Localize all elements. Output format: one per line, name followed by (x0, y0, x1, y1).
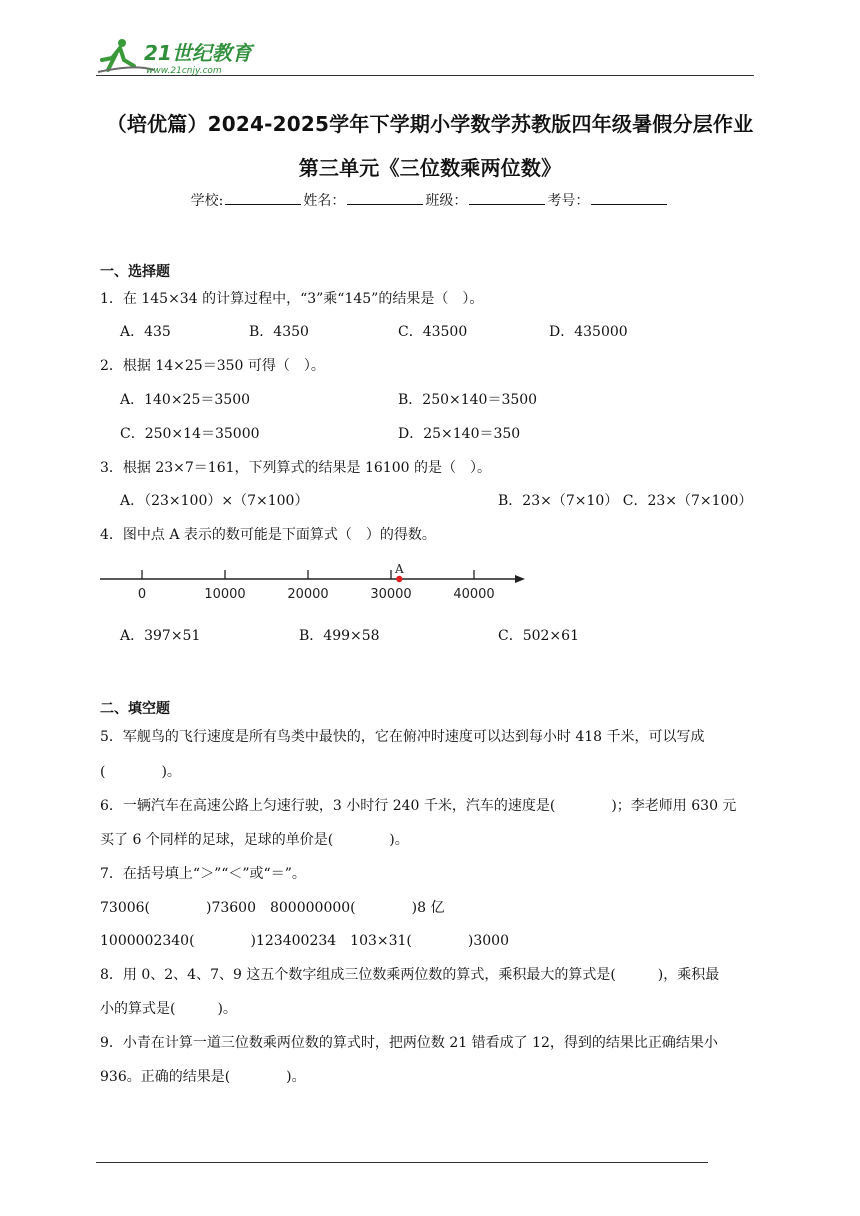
question-2-option-a[interactable]: A．140×25＝3500 (120, 392, 251, 408)
number-line-tick-label: 10000 (204, 587, 246, 602)
number-label: 考号： (547, 193, 590, 209)
question-4-stem: 4．图中点 A 表示的数可能是下面算式（ ）的得数。 (100, 527, 436, 543)
question-2-option-c[interactable]: C．250×14＝35000 (120, 426, 260, 442)
question-1-option-c[interactable]: C．43500 (398, 324, 468, 340)
section-heading-choice: 一、选择题 (100, 264, 170, 280)
number-line-point-label: A (394, 562, 404, 576)
number-line-svg (94, 560, 534, 606)
number-line-tick-label: 0 (137, 587, 147, 602)
question-4-option-a[interactable]: A．397×51 (120, 628, 201, 644)
question-8-line2[interactable]: 小的算式是( )。 (100, 1001, 237, 1017)
class-label: 班级： (425, 193, 468, 209)
logo-url: www.21cnjy.com (146, 66, 222, 76)
question-7-row1[interactable]: 73006( )73600 800000000( )8 亿 (100, 900, 445, 916)
section-heading-fill: 二、填空题 (100, 701, 170, 717)
question-9-line1: 9．小青在计算一道三位数乘两位数的算式时，把两位数 21 错看成了 12，得到的结果比正确结果小 (100, 1035, 718, 1051)
page-title-line1: （培优篇）2024-2025学年下学期小学数学苏教版四年级暑假分层作业 (106, 112, 754, 136)
question-3-option-a[interactable]: A．（23×100）×（7×100） (120, 493, 309, 509)
question-1-stem: 1．在 145×34 的计算过程中，“3”乘“145”的结果是（ ）。 (100, 291, 484, 307)
number-line-figure (94, 560, 534, 606)
question-2-option-d[interactable]: D．25×140＝350 (398, 426, 521, 442)
question-1-option-d[interactable]: D．435000 (549, 324, 628, 340)
school-blank[interactable] (225, 190, 301, 205)
question-6-line2[interactable]: 买了 6 个同样的足球，足球的单价是( )。 (100, 832, 409, 848)
question-2-stem: 2．根据 14×25＝350 可得（ ）。 (100, 358, 325, 374)
question-7-row2[interactable]: 1000002340( )123400234 103×31( )3000 (100, 933, 509, 949)
question-7-stem: 7．在括号填上“＞”“＜”或“＝”。 (100, 866, 306, 882)
logo-text: 21世纪教育 (144, 41, 252, 65)
header-divider (96, 75, 754, 76)
site-logo (94, 36, 264, 78)
question-1-option-b[interactable]: B．4350 (249, 324, 309, 340)
question-1-option-a[interactable]: A．435 (120, 324, 171, 340)
number-line-tick-label: 40000 (453, 587, 495, 602)
number-line-tick-label: 30000 (370, 587, 412, 602)
footer-divider (96, 1162, 708, 1163)
school-label: 学校: (190, 193, 224, 209)
question-5-line2[interactable]: ( )。 (100, 764, 181, 780)
question-9-line2[interactable]: 936。正确的结果是( )。 (100, 1069, 306, 1085)
question-4-option-b[interactable]: B．499×58 (299, 628, 380, 644)
number-line-point-a (396, 576, 402, 582)
question-5-line1: 5．军舰鸟的飞行速度是所有鸟类中最快的，它在俯冲时速度可以达到每小时 418 千米，可以写成 (100, 729, 705, 745)
question-8-line1[interactable]: 8．用 0、2、4、7、9 这五个数字组成三位数乘两位数的算式，乘积最大的算式是( )，乘积最 (100, 967, 720, 983)
name-blank[interactable] (347, 190, 423, 205)
class-blank[interactable] (469, 190, 545, 205)
number-line-tick-label: 20000 (287, 587, 329, 602)
question-4-option-c[interactable]: C．502×61 (498, 628, 579, 644)
question-6-line1[interactable]: 6．一辆汽车在高速公路上匀速行驶，3 小时行 240 千米，汽车的速度是( )；李老师用 630 元 (100, 798, 737, 814)
question-3-stem: 3．根据 23×7＝161，下列算式的结果是 16100 的是（ ）。 (100, 460, 491, 476)
number-blank[interactable] (591, 190, 667, 205)
student-info (0, 190, 860, 210)
question-3-option-bc[interactable]: B．23×（7×10） C．23×（7×100） (498, 493, 753, 509)
number-line-arrow (515, 575, 525, 583)
question-2-option-b[interactable]: B．250×140＝3500 (398, 392, 538, 408)
page-title-line2: 第三单元《三位数乘两位数》 (298, 156, 562, 180)
name-label: 姓名： (303, 193, 346, 209)
